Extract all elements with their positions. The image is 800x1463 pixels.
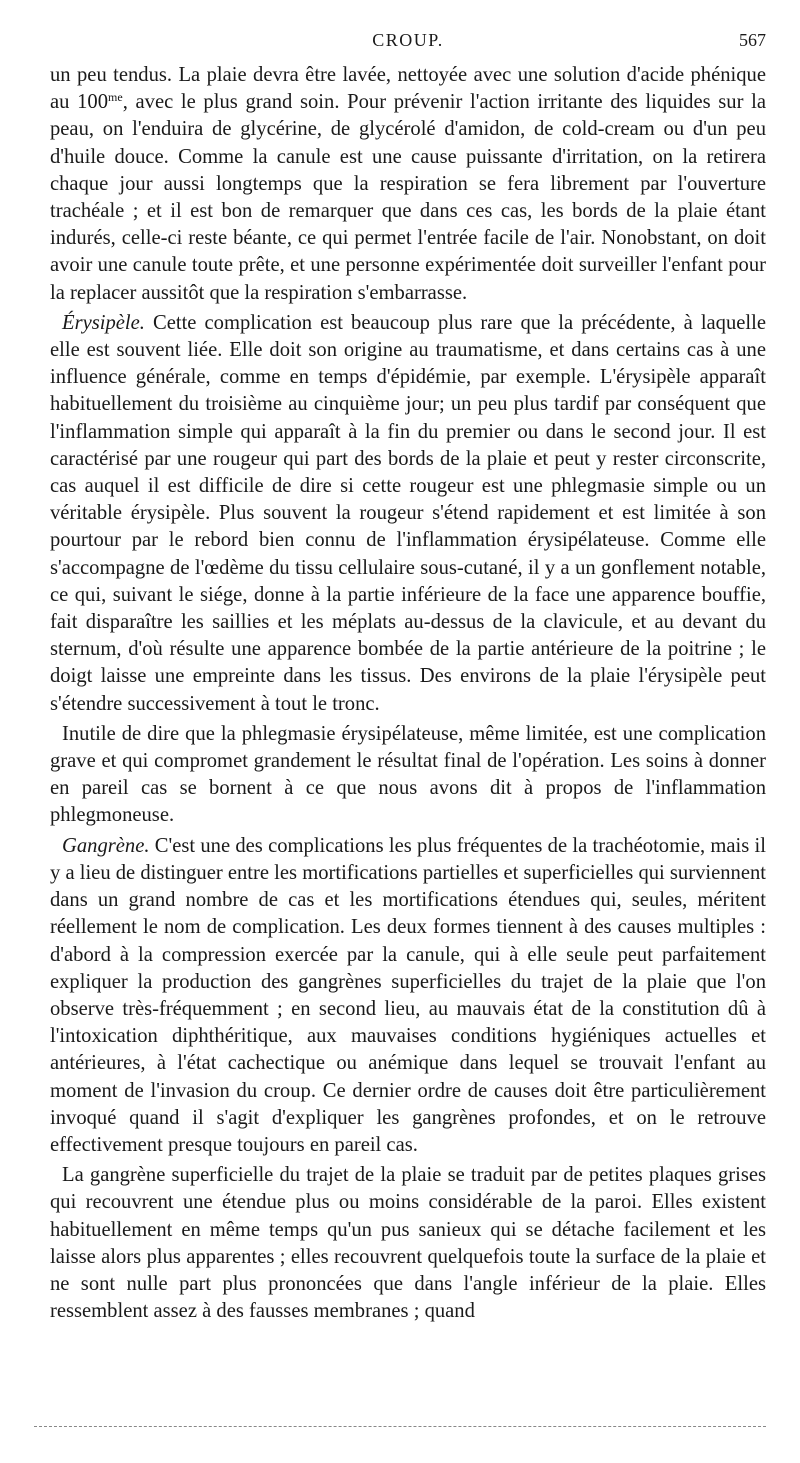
text-run: , avec le plus grand soin. Pour prévenir l'action irritante des liquides sur la peau, on l'enduira de glycérine, de glycérolé d'amidon, de cold-cream ou d'un peu d'huile douce. Comme la canule est une cause puissante d'irritation, on la retirera chaque jour aussi longtemps que la respiration se fera librement par l'ouverture trachéale ; et il est bon de remarquer que dans ces cas, les bords de la plaie étant indurés, celle-ci reste béante, ce qui permet l'entrée facile de l'air. Nonobstant, on doit avoir une canule toute prête, et une personne expérimentée doit surveiller l'enfant pour la replacer aussitôt que la respiration s'embarrasse. <box>50 91 766 304</box>
paragraph <box>50 62 766 307</box>
paragraph-gangrene <box>50 833 766 1159</box>
text-run: un peu tendus. La plaie devra être lavée, nettoyée avec une solution d'acide phénique au 100 <box>50 64 766 114</box>
running-head <box>50 30 766 56</box>
superscript: me <box>108 90 123 105</box>
section-term: Érysipèle. <box>62 311 145 334</box>
paragraph-erysipele <box>50 310 766 718</box>
page-number: 567 <box>739 30 766 50</box>
paragraph <box>50 721 766 830</box>
text-run: Inutile de dire que la phlegmasie érysipélateuse, même limitée, est une complication grave et qui compromet grandement le résultat final de l'opération. Les soins à donner en pareil cas se bornent à ce que nous avons dit à propos de l'inflammation phlegmoneuse. <box>50 722 766 827</box>
text-run: C'est une des complications les plus fréquentes de la trachéotomie, mais il y a lieu de distinguer entre les mortifications partielles et superficielles qui surviennent dans un grand nombre de cas et les mortifications étendues qui, seules, méritent réellement le nom de complication. Les deux formes tiennent à des causes multiples : d'abord à la compression exercée par la canule, qui à elle seule peut parfaitement expliquer la production des gangrènes superficielles du trajet de la plaie que l'on observe très-fréquemment ; en second lieu, au mauvais état de la constitution dû à l'intoxication diphthéritique, aux mauvaises conditions hygiéniques actuelles et antérieures, à l'état cachectique ou anémique dans lequel se trouvait l'enfant au moment de l'invasion du croup. Ce dernier ordre de causes doit être particulièrement invoqué quand il s'agit d'expliquer les gangrènes profondes, et on le retrouve effectivement presque toujours en pareil cas. <box>50 834 766 1156</box>
text-run: Cette complication est beaucoup plus rare que la précédente, à laquelle elle est souvent liée. Elle doit son origine au traumatisme, et dans certains cas à une influence générale, comme en temps d'épidémie, par exemple. L'érysipèle apparaît habituellement du troisième au cinquième jour; un peu plus tardif par conséquent que l'inflammation simple qui apparaît à la fin du premier ou dans le second jour. Il est caractérisé par une rougeur qui part des bords de la plaie et peut y rester circonscrite, cas auquel il est difficile de dire si cette rougeur est une phlegmasie simple ou un véritable érysipèle. Plus souvent la rougeur s'étend rapidement et est limitée à son pourtour par le rebord bien connu de l'inflammation érysipélateuse. Comme elle s'accompagne de l'œdème du tissu cellulaire sous-cutané, il y a un gonflement notable, ce qui, suivant le siége, donne à la partie inférieure de la face une apparence bouffie, fait disparaître les saillies et les méplats au-dessus de la clavicule, et au devant du sternum, d'où résulte une apparence bombée de la partie antérieure de la poitrine ; le doigt laisse une empreinte dans les tissus. Des environs de la plaie l'érysipèle peut s'étendre successivement à tout le tronc. <box>50 311 766 715</box>
paragraph <box>50 1162 766 1325</box>
bottom-rule <box>34 1426 766 1427</box>
running-title: CROUP. <box>372 30 444 50</box>
body-text <box>50 62 766 1325</box>
text-run: La gangrène superficielle du trajet de la plaie se traduit par de petites plaques grises qui recouvrent une étendue plus ou moins considérable de la paroi. Elles existent habituellement en même temps qu'un pus sanieux qui se détache facilement et les laisse alors plus apparentes ; elles recouvrent quelquefois toute la surface de la plaie et ne sont nulle part plus prononcées que dans l'angle inférieur de la plaie. Elles ressemblent assez à des fausses membranes ; quand <box>50 1164 766 1323</box>
section-term: Gangrène. <box>62 834 150 857</box>
